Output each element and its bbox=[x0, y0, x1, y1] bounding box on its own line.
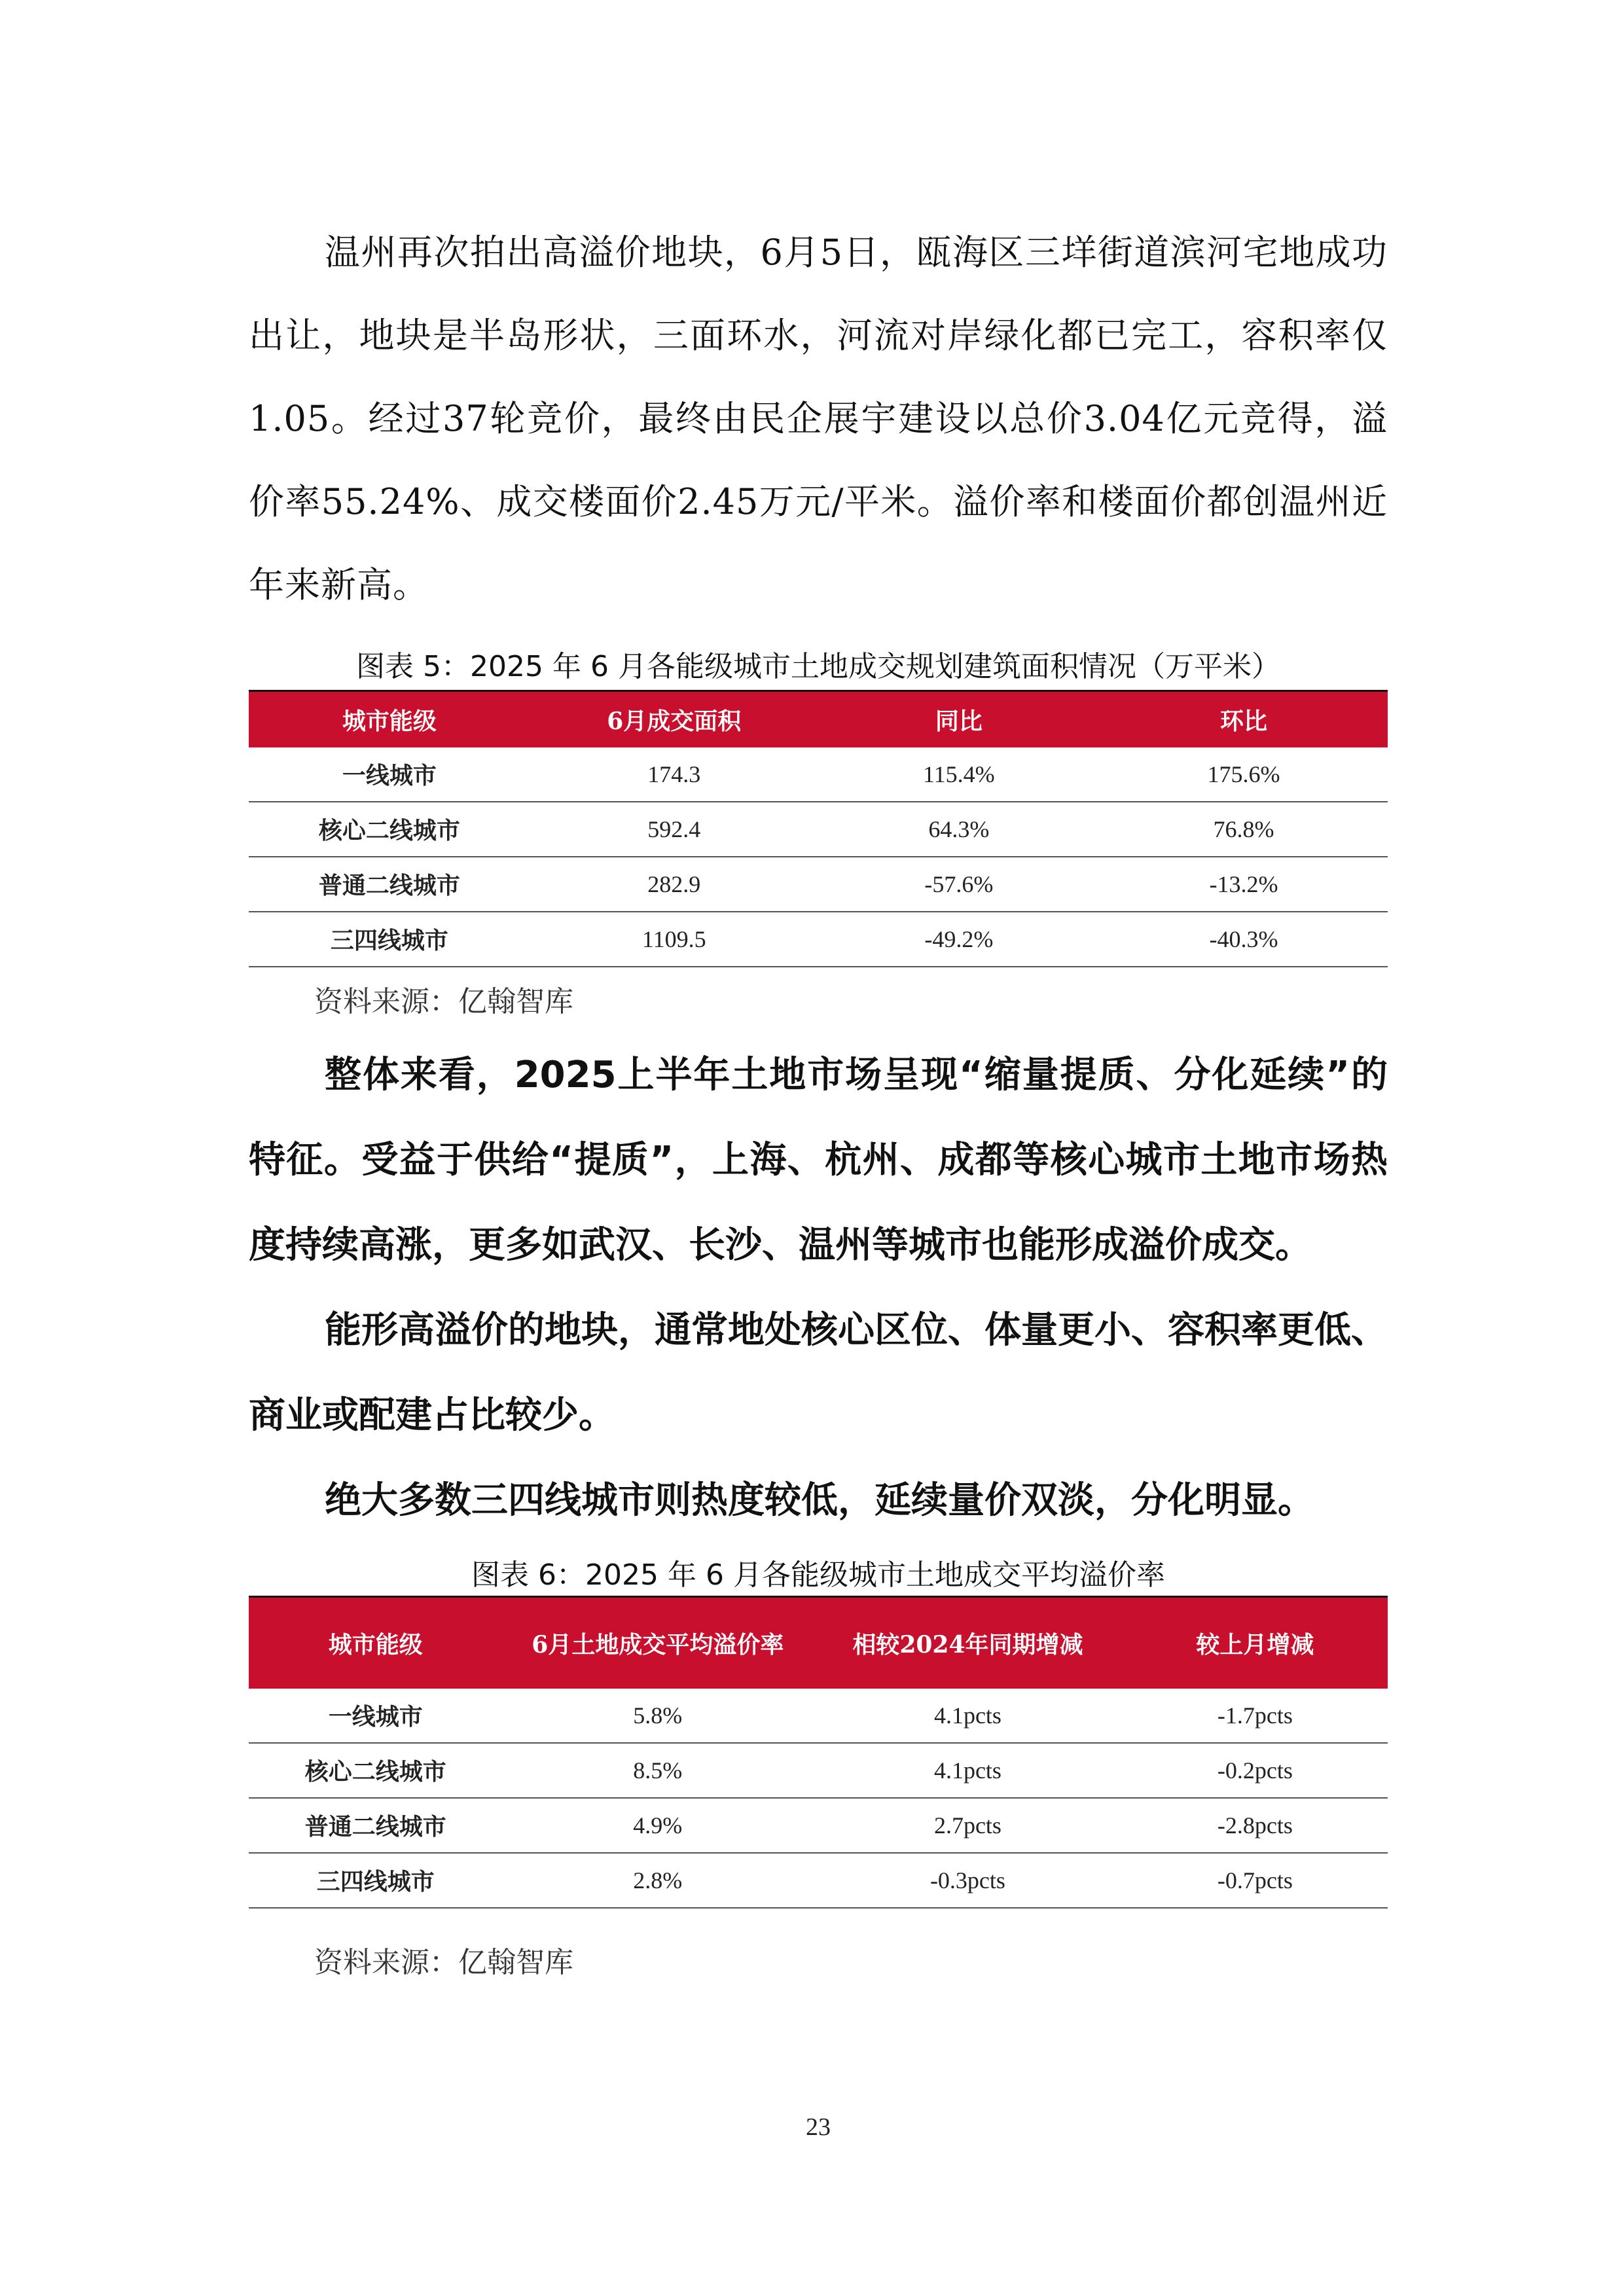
table6-source: 资料来源：亿翰智库 bbox=[314, 1946, 573, 1979]
table5-cell: 三四线城市 bbox=[249, 912, 530, 967]
table-row bbox=[249, 1798, 1388, 1853]
table5-cell: -57.6% bbox=[818, 857, 1100, 912]
table-row bbox=[249, 1853, 1388, 1908]
table5-header-area: 6月成交面积 bbox=[530, 691, 818, 747]
page-number: 23 bbox=[806, 2113, 831, 2141]
table5-land-area bbox=[249, 690, 1388, 967]
table6-cell: 三四线城市 bbox=[249, 1853, 503, 1908]
table5-cell: 115.4% bbox=[818, 747, 1100, 802]
table5-cell: 核心二线城市 bbox=[249, 802, 530, 857]
table6-caption: 图表 6：2025 年 6 月各能级城市土地成交平均溢价率 bbox=[471, 1558, 1165, 1592]
table5-header-yoy: 同比 bbox=[818, 691, 1100, 747]
table6-header-mom: 较上月增减 bbox=[1123, 1597, 1388, 1689]
table-row bbox=[249, 1689, 1388, 1743]
table6-header-tier: 城市能级 bbox=[249, 1597, 503, 1689]
table5-cell: -13.2% bbox=[1100, 857, 1388, 912]
table5-cell: 175.6% bbox=[1100, 747, 1388, 802]
table6-header-row bbox=[249, 1597, 1388, 1689]
table5-caption: 图表 5：2025 年 6 月各能级城市土地成交规划建筑面积情况（万平米） bbox=[356, 650, 1280, 683]
table6-premium-rate bbox=[249, 1596, 1388, 1909]
table5-cell: 76.8% bbox=[1100, 802, 1388, 857]
table5-header-mom: 环比 bbox=[1100, 691, 1388, 747]
table6-cell: 普通二线城市 bbox=[249, 1798, 503, 1853]
table6-header-yoy: 相较2024年同期增减 bbox=[813, 1597, 1123, 1689]
paragraph-premium: 能形高溢价的地块，通常地处核心区位、体量更小、容积率更低、商业或配建占比较少。 bbox=[249, 1309, 1388, 1437]
table6-cell: 8.5% bbox=[503, 1743, 813, 1798]
table6-cell: -0.3pcts bbox=[813, 1853, 1123, 1908]
table6-header-rate: 6月土地成交平均溢价率 bbox=[503, 1597, 813, 1689]
table5-cell: 174.3 bbox=[530, 747, 818, 802]
table5-cell: 普通二线城市 bbox=[249, 857, 530, 912]
table6-cell: 一线城市 bbox=[249, 1689, 503, 1743]
table6-cell: 4.9% bbox=[503, 1798, 813, 1853]
table6-cell: -1.7pcts bbox=[1123, 1689, 1388, 1743]
paragraph-summary: 整体来看，2025上半年土地市场呈现“缩量提质、分化延续”的特征。受益于供给“提质”，上海、杭州、成都等核心城市土地市场热度持续高涨，更多如武汉、长沙、温州等城市也能形成溢价成交。 bbox=[249, 1054, 1388, 1266]
table6-cell: 2.7pcts bbox=[813, 1798, 1123, 1853]
table5-cell: 1109.5 bbox=[530, 912, 818, 967]
table5-cell: 一线城市 bbox=[249, 747, 530, 802]
table-row bbox=[249, 747, 1388, 802]
table5-cell: 282.9 bbox=[530, 857, 818, 912]
table-row bbox=[249, 912, 1388, 967]
table6-cell: -0.2pcts bbox=[1123, 1743, 1388, 1798]
table5-cell: -49.2% bbox=[818, 912, 1100, 967]
table6-cell: 2.8% bbox=[503, 1853, 813, 1908]
table6-cell: 核心二线城市 bbox=[249, 1743, 503, 1798]
table-row bbox=[249, 1743, 1388, 1798]
table6-cell: -0.7pcts bbox=[1123, 1853, 1388, 1908]
table-row bbox=[249, 802, 1388, 857]
table6-cell: 4.1pcts bbox=[813, 1689, 1123, 1743]
table5-cell: 592.4 bbox=[530, 802, 818, 857]
paragraph-lowtier: 绝大多数三四线城市则热度较低，延续量价双淡，分化明显。 bbox=[325, 1479, 1314, 1522]
table5-header-tier: 城市能级 bbox=[249, 691, 530, 747]
table5-source: 资料来源：亿翰智库 bbox=[314, 985, 573, 1018]
table6-cell: 4.1pcts bbox=[813, 1743, 1123, 1798]
table6-cell: -2.8pcts bbox=[1123, 1798, 1388, 1853]
table5-cell: -40.3% bbox=[1100, 912, 1388, 967]
table5-cell: 64.3% bbox=[818, 802, 1100, 857]
paragraph-wenzhou-land: 温州再次拍出高溢价地块，6月5日，瓯海区三垟街道滨河宅地成功出让，地块是半岛形状，三面环水，河流对岸绿化都已完工，容积率仅1.05。经过37轮竞价，最终由民企展宇建设以总价3.04亿元竞得，溢价率55.24%、成交楼面价2.45万元/平米。溢价率和楼面价都创温州近年来新高。 bbox=[249, 232, 1388, 605]
table6-cell: 5.8% bbox=[503, 1689, 813, 1743]
table-row bbox=[249, 857, 1388, 912]
table5-header-row bbox=[249, 691, 1388, 747]
